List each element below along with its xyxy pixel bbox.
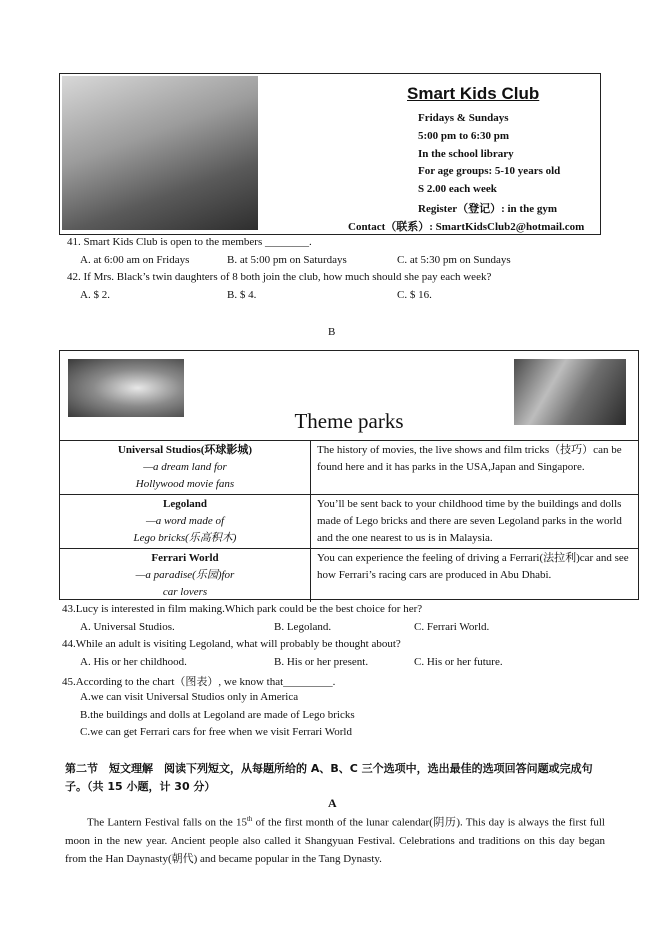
- club-title: Smart Kids Club: [407, 84, 540, 103]
- q42-option-a: A. $ 2.: [80, 289, 110, 301]
- q42-option-b: B. $ 4.: [227, 289, 257, 301]
- theme-parks-title: Theme parks: [294, 409, 404, 433]
- q44-option-a: A. His or her childhood.: [80, 656, 187, 668]
- table-row: [60, 549, 638, 603]
- park-name: Ferrari World: [151, 552, 219, 564]
- theme-parks-box: [59, 350, 639, 600]
- section-2-instructions: 第二节 短文理解 阅读下列短文，从每题所给的 A、B、C 三个选项中，选出最佳的选项回答问题或完成句子。（共 15 小题，计 30 分）: [65, 762, 593, 793]
- club-time: 5:00 pm to 6:30 pm: [418, 130, 510, 142]
- club-fee: S 2.00 each week: [418, 183, 497, 195]
- park-description: You can experience the feeling of driving a Ferrari(法拉利)car and see how Ferrari’s racing cars are produced in Abu Dhabi.: [311, 549, 639, 603]
- park-tagline: Lego bricks(乐高积木): [133, 532, 237, 544]
- q44-stem: 44.While an adult is visiting Legoland, what will probably be thought about?: [62, 638, 401, 650]
- club-photo: [62, 76, 258, 230]
- q43-option-a: A. Universal Studios.: [80, 621, 175, 633]
- theme-parks-table: [60, 440, 638, 602]
- park-tagline: car lovers: [162, 586, 208, 598]
- club-register: Register（登记）: in the gym: [418, 203, 558, 215]
- q44-option-c: C. His or her future.: [414, 656, 503, 668]
- park-description: You’ll be sent back to your childhood time by the buildings and dolls made of Lego bricks and there are seven Legoland parks in the world and the one nearest to us is in Malaysia.: [311, 495, 639, 549]
- q42-option-c: C. $ 16.: [397, 289, 432, 301]
- club-place: In the school library: [418, 148, 514, 160]
- q41-option-c: C. at 5:30 pm on Sundays: [397, 254, 511, 266]
- table-row: [60, 495, 638, 549]
- passage-part-1: The Lantern Festival falls on the 15: [87, 816, 247, 829]
- q44-option-b: B. His or her present.: [274, 656, 369, 668]
- q45-option-b: B.the buildings and dolls at Legoland are made of Lego bricks: [80, 709, 355, 721]
- park-name: Legoland: [162, 498, 207, 510]
- passage-superscript: th: [246, 815, 253, 823]
- q41-option-b: B. at 5:00 pm on Saturdays: [227, 254, 347, 266]
- club-contact: Contact（联系）: SmartKidsClub2@hotmail.com: [348, 221, 585, 233]
- q45-option-a: A.we can visit Universal Studios only in America: [80, 691, 299, 703]
- q41-stem: 41. Smart Kids Club is open to the members ________.: [67, 236, 312, 248]
- passage-a-label: A: [328, 796, 337, 810]
- park-tagline: —a word made of: [145, 515, 225, 527]
- q41-option-a: A. at 6:00 am on Fridays: [80, 254, 190, 266]
- q42-stem: 42. If Mrs. Black’s twin daughters of 8 both join the club, how much should she pay each week?: [67, 271, 492, 283]
- park-tagline: —a paradise(乐园)for: [135, 569, 235, 581]
- club-ad-box: [59, 73, 601, 235]
- park-tagline: —a dream land for: [143, 461, 227, 473]
- passage-part-2: of the first month of the lunar calendar(阴历). This day is always the first full moon in the new year. Ancient people also called it Shangyuan Festival. Celebrations and traditions on this day began from the Han Daynasty(朝代) and became popular in the Tang Dynasty.: [65, 816, 605, 865]
- q45-stem: 45.According to the chart（图表）, we know that_________.: [62, 676, 336, 688]
- passage-text: [65, 810, 605, 868]
- club-days: Fridays & Sundays: [418, 112, 509, 124]
- park-tagline: Hollywood movie fans: [135, 478, 235, 490]
- section-b-label: B: [328, 326, 336, 338]
- table-row: [60, 441, 638, 495]
- q43-option-c: C. Ferrari World.: [414, 621, 490, 633]
- q45-option-c: C.we can get Ferrari cars for free when we visit Ferrari World: [80, 726, 352, 738]
- park-name: Universal Studios(环球影城): [117, 444, 253, 456]
- club-age: For age groups: 5-10 years old: [418, 165, 561, 177]
- park-description: The history of movies, the live shows and film tricks（技巧）can be found here and it has parks in the USA,Japan and Singapore.: [311, 441, 639, 495]
- q43-option-b: B. Legoland.: [274, 621, 332, 633]
- q43-stem: 43.Lucy is interested in film making.Which park could be the best choice for her?: [62, 603, 423, 615]
